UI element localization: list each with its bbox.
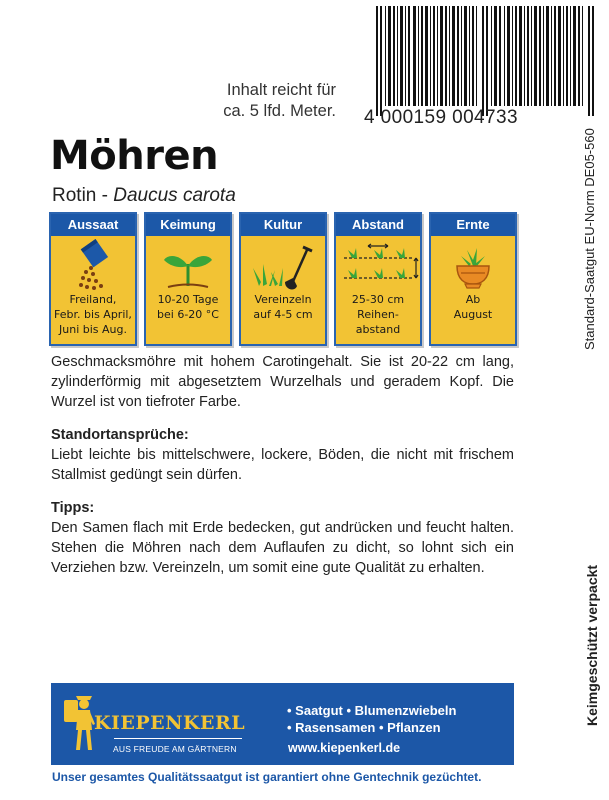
stage-text-line: auf 4-5 cm [253, 308, 313, 321]
brand-slogan: AUS FREUDE AM GÄRTNERN [113, 744, 237, 754]
stage-text-line: August [453, 308, 493, 321]
variety-name: Rotin - [52, 185, 114, 206]
site-text: Liebt leichte bis mittelschwere, lockere, Böden, die nicht mit frischem Stallmist gedüngt sein dürfen. [51, 447, 514, 483]
stage-text [51, 292, 135, 337]
brand-name: KIEPENKERL [94, 712, 246, 734]
brand-product-list [287, 702, 456, 736]
stage-label: Keimung [146, 214, 230, 236]
site-heading: Standortansprüche: [51, 427, 189, 443]
stage-label: Aussaat [51, 214, 135, 236]
stage-text-line: Juni bis Aug. [59, 323, 127, 336]
content-info-line: ca. 5 lfd. Meter. [223, 102, 336, 120]
brand-product-line: • Rasensamen • Pflanzen [287, 720, 441, 735]
stage-abstand [334, 212, 422, 346]
stage-aussaat [49, 212, 137, 346]
product-subtitle [52, 185, 236, 207]
seed-packet-icon [51, 236, 135, 292]
brand-website-link[interactable]: www.kiepenkerl.de [288, 741, 401, 755]
content-info-line: Inhalt reicht für [226, 81, 336, 99]
stage-text-line: Freiland, [69, 293, 117, 306]
stage-ernte [429, 212, 517, 346]
stage-text-line: Febr. bis April, [54, 308, 132, 321]
latin-name: Daucus carota [113, 185, 236, 206]
description-text: Geschmacksmöhre mit hohem Carotingehalt. Sie ist 20-22 cm lang, zylinderförmig mit abgesetztem Wurzelhals und geradem Kopf. Die Wurzel ist von tiefroter Farbe. [51, 354, 514, 410]
stage-text-line: Ab [465, 293, 481, 306]
spade-icon [241, 236, 325, 292]
stage-text [146, 292, 230, 322]
stage-text-line: Reihen- [357, 308, 399, 321]
stage-label: Ernte [431, 214, 515, 236]
stage-kultur [239, 212, 327, 346]
kiepenkerl-figure-icon [62, 694, 96, 754]
brand-divider [114, 738, 242, 739]
stage-text-line: Vereinzeln [254, 293, 312, 306]
tips-text: Den Samen flach mit Erde bedecken, gut andrücken und feucht halten. Stehen die Möhren nach dem Auflaufen zu dicht, so lohnt sich ein Verziehen bzw. Vereinzeln, um somit eine gute Qualität zu erhalten. [51, 520, 514, 576]
gmo-free-note: Unser gesamtes Qualitätssaatgut ist garantiert ohne Gentechnik gezüchtet. [52, 770, 482, 784]
packaging-note: Keimgeschützt verpackt [584, 564, 600, 726]
seed-norm-label: Standard-Saatgut EU-Norm DE05-560 [582, 128, 597, 350]
stage-text [431, 292, 515, 322]
stage-label: Kultur [241, 214, 325, 236]
stage-text-line: abstand [355, 323, 401, 336]
tips-heading: Tipps: [51, 500, 95, 516]
spacing-icon [336, 236, 420, 292]
product-title: Möhren [50, 133, 219, 179]
content-info [196, 80, 336, 122]
barcode-number: 4 000159 004733 [364, 107, 518, 128]
growing-stages [49, 212, 516, 346]
stage-text [241, 292, 325, 322]
stage-label: Abstand [336, 214, 420, 236]
stage-text [336, 292, 420, 337]
barcode [376, 6, 594, 116]
seedling-icon [146, 236, 230, 292]
stage-text-line: bei 6-20 °C [157, 308, 219, 321]
stage-keimung [144, 212, 232, 346]
brand-product-line: • Saatgut • Blumenzwiebeln [287, 703, 457, 718]
stage-text-line: 10-20 Tage [157, 293, 219, 306]
product-description [51, 352, 514, 578]
harvest-bowl-icon [431, 236, 515, 292]
stage-text-line: 25-30 cm [351, 293, 405, 306]
